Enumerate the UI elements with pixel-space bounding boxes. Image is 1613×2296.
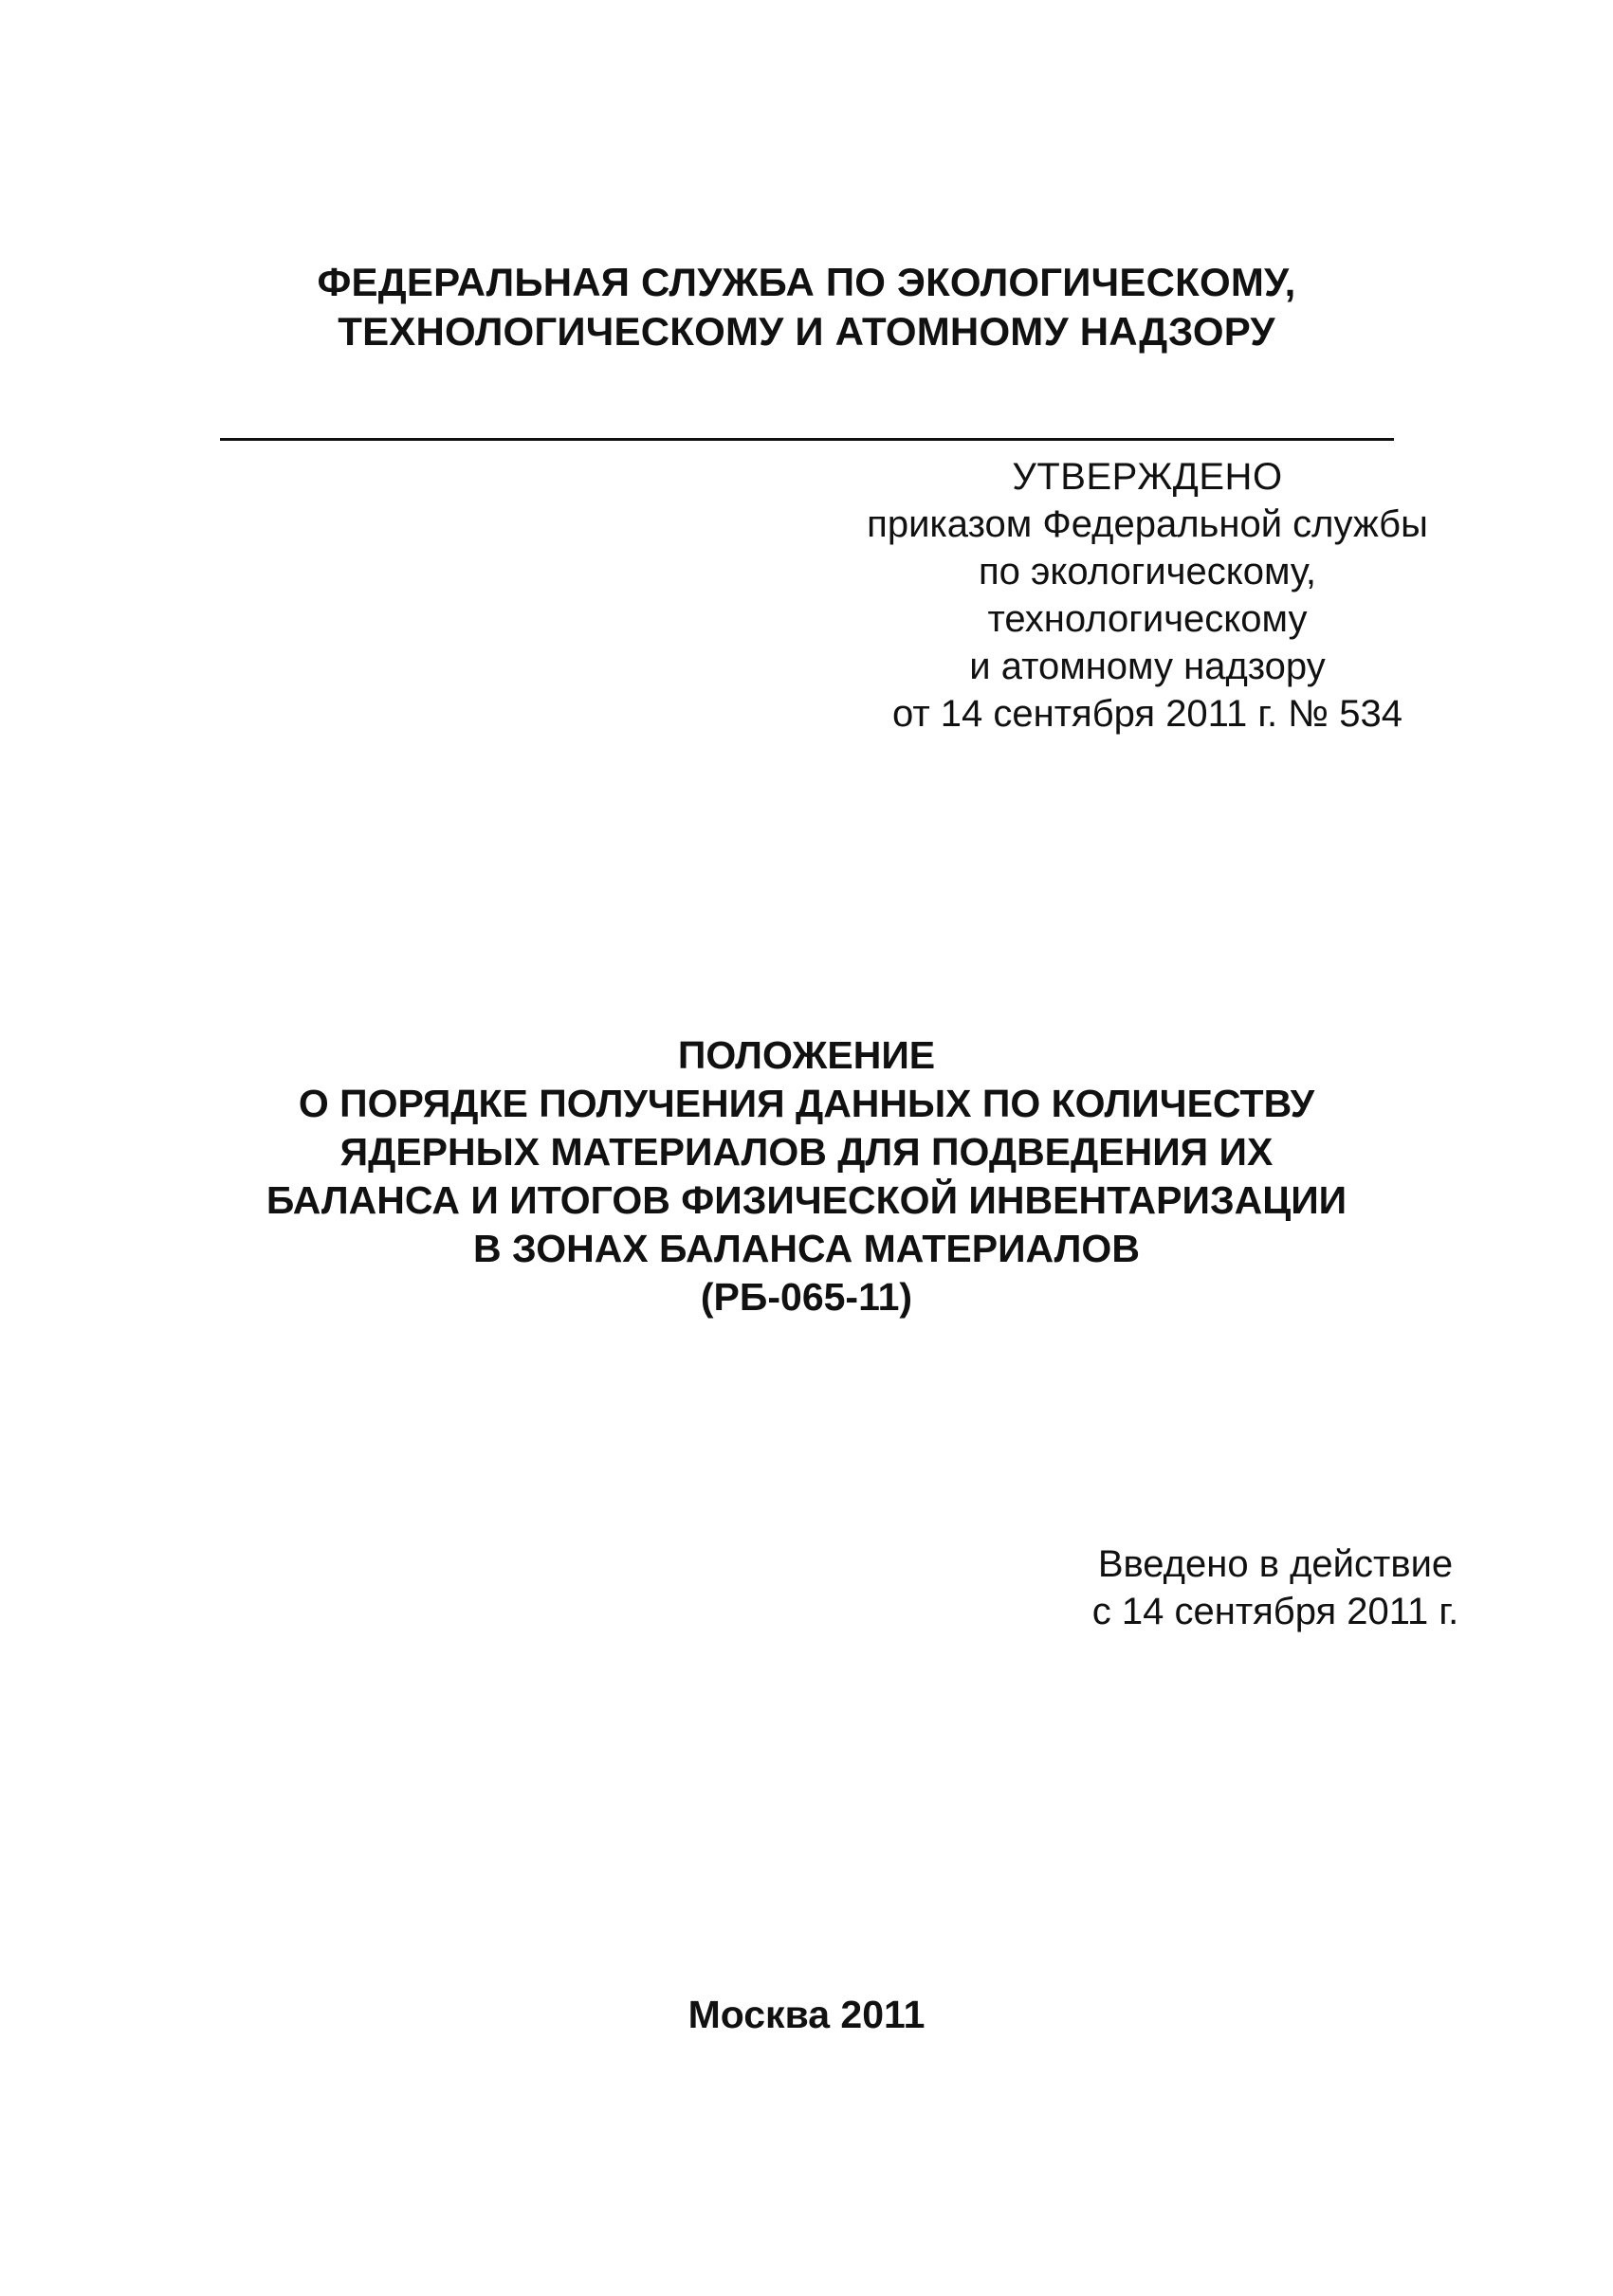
organization-name-line-2: ТЕХНОЛОГИЧЕСКОМУ И АТОМНОМУ НАДЗОРУ	[338, 309, 1275, 354]
effective-line-2: с 14 сентября 2011 г.	[1091, 1591, 1459, 1632]
approval-order-date-number: от 14 сентября 2011 г. № 534	[891, 693, 1403, 735]
approval-heading: УТВЕРЖДЕНО	[1012, 456, 1283, 498]
organization-name-line-1: ФЕДЕРАЛЬНАЯ СЛУЖБА ПО ЭКОЛОГИЧЕСКОМУ,	[317, 260, 1296, 304]
title-line-1: ПОЛОЖЕНИЕ	[677, 1033, 936, 1077]
title-line-2: О ПОРЯДКЕ ПОЛУЧЕНИЯ ДАННЫХ ПО КОЛИЧЕСТВУ	[298, 1082, 1315, 1125]
place-and-year: Москва 2011	[687, 1993, 926, 2036]
document-code: (РБ-065-11)	[700, 1275, 913, 1319]
effective-line-1: Введено в действие	[1097, 1543, 1454, 1585]
title-line-3: ЯДЕРНЫХ МАТЕРИАЛОВ ДЛЯ ПОДВЕДЕНИЯ ИХ	[339, 1130, 1274, 1174]
approval-line-4: и атомному надзору	[969, 646, 1326, 687]
document-title	[0, 1031, 1613, 1321]
header-divider	[220, 438, 1394, 441]
approval-line-2: по экологическому,	[978, 551, 1317, 592]
approval-block	[834, 453, 1460, 738]
effective-date-block	[1057, 1540, 1494, 1635]
approval-line-3: технологическому	[987, 598, 1308, 640]
approval-line-1: приказом Федеральной службы	[867, 503, 1428, 545]
title-line-5: В ЗОНАХ БАЛАНСА МАТЕРИАЛОВ	[473, 1227, 1140, 1270]
title-line-4: БАЛАНСА И ИТОГОВ ФИЗИЧЕСКОЙ ИНВЕНТАРИЗАЦИИ	[266, 1178, 1347, 1222]
organization-header	[0, 258, 1613, 356]
